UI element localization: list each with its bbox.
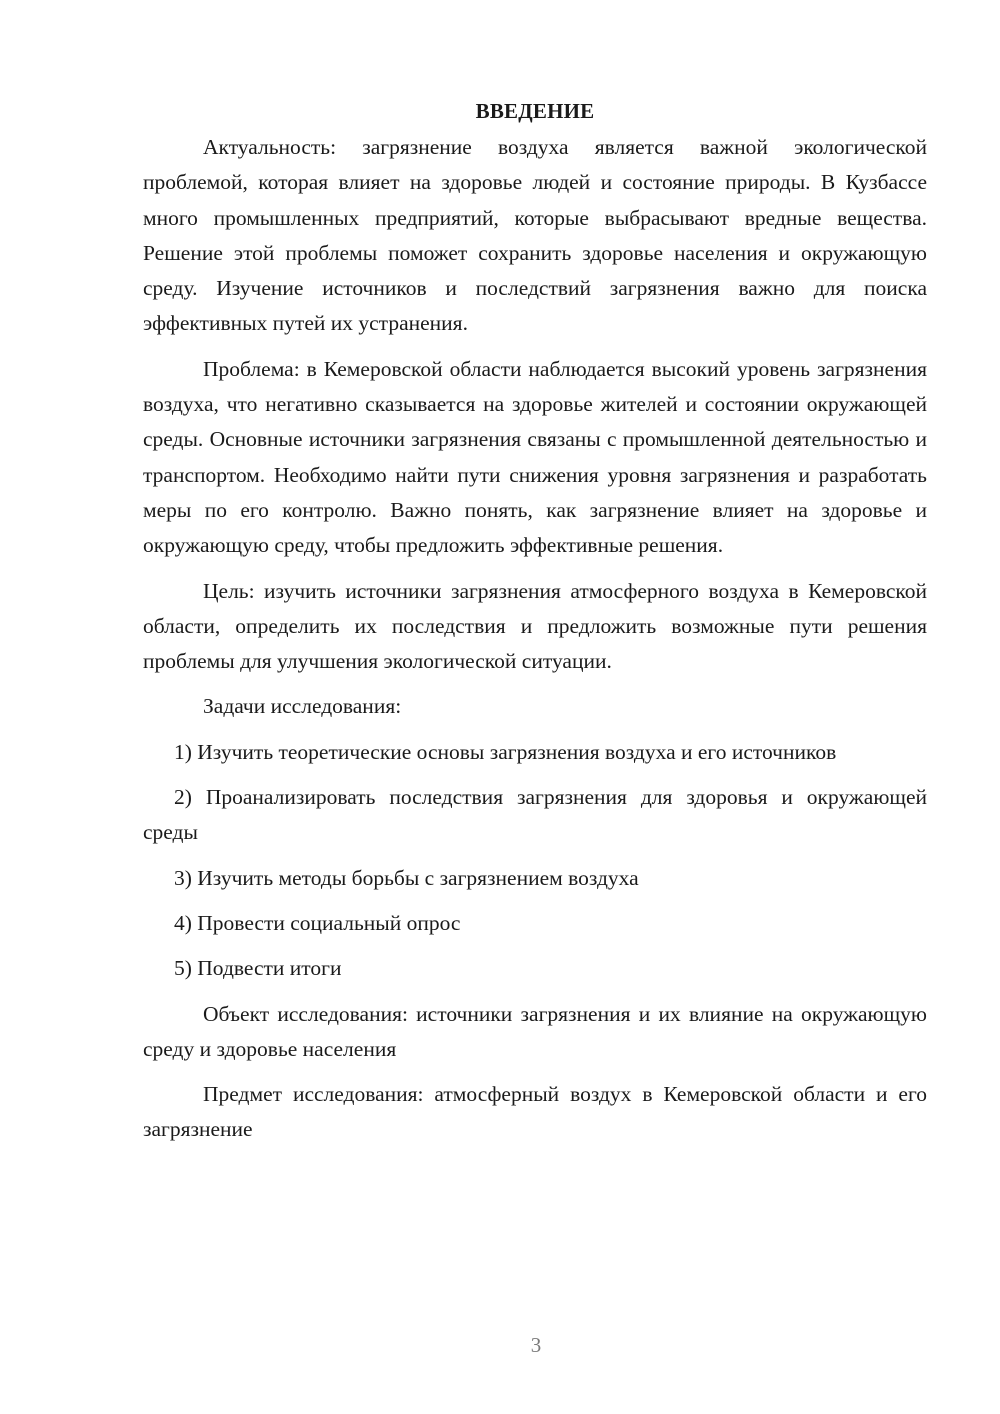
paragraph-object: Объект исследования: источники загрязнения и их влияние на окружающую среду и здоровье населения (143, 1001, 927, 1061)
page-content (143, 94, 927, 1158)
tasks-title: Задачи исследования: (203, 694, 402, 719)
paragraph-problem: Проблема: в Кемеровской области наблюдается высокий уровень загрязнения воздуха, что негативно сказывается на здоровье жителей и состоянии окружающей среды. Основные источники загрязнения связаны с промышленной деятельностью и транспортом. Необходимо найти пути снижения уровня загрязнения и разработать меры по его контролю. Важно понять, как загрязнение влияет на здоровье и окружающую среду, чтобы предложить эффективные решения. (143, 356, 927, 558)
paragraph-subject: Предмет исследования: атмосферный воздух в Кемеровской области и его загрязнение (143, 1082, 927, 1142)
page-heading: ВВЕДЕНИЕ (475, 99, 595, 123)
task-item-1: 1) Изучить теоретические основы загрязнения воздуха и его источников (174, 739, 837, 764)
task-item-4: 4) Провести социальный опрос (174, 910, 461, 935)
task-item-3: 3) Изучить методы борьбы с загрязнением воздуха (174, 865, 639, 890)
task-item-2: 2) Проанализировать последствия загрязнения для здоровья и окружающей среды (143, 785, 927, 845)
page-number: 3 (530, 1333, 542, 1357)
paragraph-goal: Цель: изучить источники загрязнения атмосферного воздуха в Кемеровской области, определить их последствия и предложить возможные пути решения проблемы для улучшения экологической ситуации. (143, 578, 927, 674)
paragraph-relevance: Актуальность: загрязнение воздуха является важной экологической проблемой, которая влияет на здоровье людей и состояние природы. В Кузбассе много промышленных предприятий, которые выбрасывают вредные вещества. Решение этой проблемы поможет сохранить здоровье населения и окружающую среду. Изучение источников и последствий загрязнения важно для поиска эффективных путей их устранения. (143, 135, 927, 336)
task-item-5: 5) Подвести итоги (174, 956, 342, 981)
